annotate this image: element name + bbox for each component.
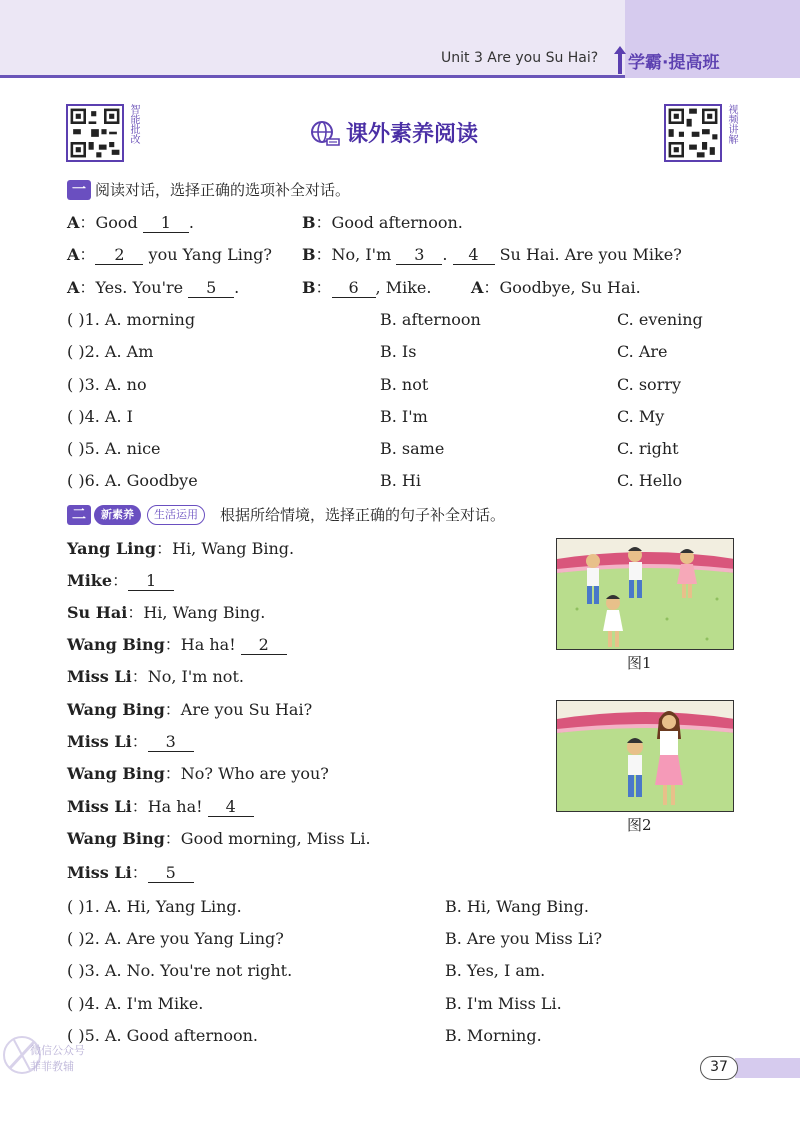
- dialogue-text: Good morning, Miss Li.: [180, 829, 371, 848]
- dialogue-text: No, I'm not.: [147, 667, 244, 686]
- question-stem[interactable]: ( )4. A. I'm Mike.: [67, 994, 204, 1013]
- speaker-label: Yang Ling: [67, 539, 157, 558]
- option-c[interactable]: C. Hello: [617, 471, 683, 490]
- question-stem[interactable]: ( )5. A. Good afternoon.: [67, 1026, 258, 1045]
- question-stem[interactable]: ( )2. A. Am: [67, 342, 154, 361]
- dialogue-line: A：Goodbye, Su Hai.: [471, 278, 641, 297]
- speaker-label: Wang Bing: [67, 700, 165, 719]
- option-b[interactable]: B. Is: [380, 342, 417, 361]
- dialogue-text: No, I'm: [331, 245, 397, 264]
- page-title: 课外素养阅读: [346, 122, 479, 147]
- tag-new-literacy: 新素养: [94, 505, 141, 525]
- answer-blank[interactable]: 1: [128, 572, 174, 591]
- question-stem[interactable]: ( )5. A. nice: [67, 439, 161, 458]
- brand-label: 学霸·提高班: [628, 53, 720, 73]
- tag-life-use: 生活运用: [147, 505, 205, 525]
- dialogue-text: you Yang Ling?: [143, 245, 272, 264]
- speaker-label: Miss Li: [67, 797, 132, 816]
- answer-blank[interactable]: 1: [143, 214, 189, 233]
- dialogue-text: Hi, Wang Bing.: [172, 539, 295, 558]
- option-b[interactable]: B. Are you Miss Li?: [445, 929, 603, 948]
- speaker-label: Su Hai: [67, 603, 128, 622]
- qr-left-caption: 智能批改: [128, 104, 139, 144]
- qr-code-left[interactable]: [66, 104, 124, 162]
- dialogue-line: Wang Bing：Ha ha! 2: [67, 634, 287, 656]
- dialogue-line: B：No, I'm 3 . 4 Su Hai. Are you Mike?: [302, 245, 682, 264]
- dialogue-text: Good afternoon.: [331, 213, 463, 232]
- dialogue-text: , Mike.: [375, 278, 432, 297]
- dialogue-line: Su Hai：Hi, Wang Bing.: [67, 603, 266, 622]
- dialogue-text: Yes. You're: [95, 278, 189, 297]
- qr-code-right[interactable]: [664, 104, 722, 162]
- speaker-label: Miss Li: [67, 667, 132, 686]
- speaker-label: A: [67, 245, 80, 264]
- dialogue-text: Good: [95, 213, 143, 232]
- watermark-text: 微信公众号: [30, 1044, 85, 1057]
- dialogue-text: Su Hai. Are you Mike?: [494, 245, 682, 264]
- answer-blank[interactable]: 4: [208, 798, 254, 817]
- answer-blank[interactable]: 6: [332, 279, 376, 298]
- option-b[interactable]: B. Yes, I am.: [445, 961, 546, 980]
- option-b[interactable]: B. I'm: [380, 407, 428, 426]
- dialogue-line: Mike： 1: [67, 570, 174, 592]
- option-b[interactable]: B. I'm Miss Li.: [445, 994, 562, 1013]
- speaker-label: A: [471, 278, 484, 297]
- section-instruction: 根据所给情境，选择正确的句子补全对话。: [220, 506, 506, 524]
- dialogue-text: .: [188, 213, 194, 232]
- figure-1-image: [556, 538, 734, 650]
- dialogue-text: .: [234, 278, 240, 297]
- speaker-label: B: [302, 213, 316, 232]
- watermark-text: 菲菲教辅: [30, 1060, 74, 1073]
- dialogue-text: Ha ha!: [180, 635, 241, 654]
- speaker-label: B: [302, 245, 316, 264]
- qr-icon: [666, 106, 720, 160]
- speaker-label: A: [67, 213, 80, 232]
- option-c[interactable]: C. Are: [617, 342, 668, 361]
- answer-blank[interactable]: 3: [396, 246, 442, 265]
- section-number-badge: 一: [67, 180, 91, 200]
- answer-blank[interactable]: 3: [148, 733, 194, 752]
- figure-1-caption: 图1: [627, 654, 652, 672]
- option-b[interactable]: B. Hi, Wang Bing.: [445, 897, 589, 916]
- speaker-label: Wang Bing: [67, 764, 165, 783]
- speaker-label: B: [302, 278, 316, 297]
- dialogue-line: Wang Bing：No? Who are you?: [67, 764, 329, 783]
- unit-title: Unit 3 Are you Su Hai?: [441, 50, 599, 66]
- option-c[interactable]: C. evening: [617, 310, 703, 329]
- answer-blank[interactable]: 4: [453, 246, 495, 265]
- question-stem[interactable]: ( )3. A. No. You're not right.: [67, 961, 293, 980]
- dialogue-text: Hi, Wang Bing.: [143, 603, 266, 622]
- figure-2-caption: 图2: [627, 816, 652, 834]
- answer-blank[interactable]: 5: [148, 864, 194, 883]
- dialogue-line: Wang Bing：Good morning, Miss Li.: [67, 829, 371, 848]
- dialogue-line: A：Yes. You're 5 .: [67, 278, 240, 297]
- section-instruction: 阅读对话，选择正确的选项补全对话。: [95, 181, 351, 199]
- section-number-badge: 二: [67, 505, 91, 525]
- globe-book-icon: [309, 119, 341, 147]
- dialogue-line: Miss Li： 5: [67, 862, 194, 884]
- dialogue-line: B：Good afternoon.: [302, 213, 463, 232]
- figure-2-image: [556, 700, 734, 812]
- dialogue-line: Miss Li：Ha ha! 4: [67, 796, 254, 818]
- speaker-label: Wang Bing: [67, 635, 165, 654]
- option-b[interactable]: B. not: [380, 375, 429, 394]
- answer-blank[interactable]: 5: [188, 279, 234, 298]
- qr-icon: [68, 106, 122, 160]
- dialogue-line: A：Good 1 .: [67, 213, 194, 232]
- page-number-band: [735, 1058, 800, 1078]
- question-stem[interactable]: ( )1. A. morning: [67, 310, 196, 329]
- speaker-label: Mike: [67, 571, 113, 590]
- option-c[interactable]: C. My: [617, 407, 665, 426]
- dialogue-line: B： 6 , Mike.: [302, 278, 432, 297]
- option-b[interactable]: B. afternoon: [380, 310, 481, 329]
- question-stem[interactable]: ( )1. A. Hi, Yang Ling.: [67, 897, 242, 916]
- dialogue-text: No? Who are you?: [180, 764, 329, 783]
- dialogue-text: Are you Su Hai?: [180, 700, 313, 719]
- dialogue-text: Goodbye, Su Hai.: [499, 278, 641, 297]
- header-rule: [0, 75, 625, 78]
- arrow-up-icon: [612, 44, 628, 78]
- speaker-label: Miss Li: [67, 863, 132, 882]
- speaker-label: Miss Li: [67, 732, 132, 751]
- page-number: 37: [700, 1056, 738, 1080]
- option-b[interactable]: B. Morning.: [445, 1026, 542, 1045]
- dialogue-text: Ha ha!: [147, 797, 208, 816]
- question-stem[interactable]: ( )3. A. no: [67, 375, 147, 394]
- dialogue-line: Miss Li：No, I'm not.: [67, 667, 244, 686]
- dialogue-text: .: [442, 245, 453, 264]
- speaker-label: Wang Bing: [67, 829, 165, 848]
- option-c[interactable]: C. sorry: [617, 375, 682, 394]
- dialogue-line: Wang Bing：Are you Su Hai?: [67, 700, 313, 719]
- option-b[interactable]: B. same: [380, 439, 445, 458]
- option-b[interactable]: B. Hi: [380, 471, 421, 490]
- dialogue-line: Yang Ling：Hi, Wang Bing.: [67, 539, 295, 558]
- option-c[interactable]: C. right: [617, 439, 679, 458]
- speaker-label: A: [67, 278, 80, 297]
- qr-right-caption: 视频讲解: [726, 104, 737, 144]
- question-stem[interactable]: ( )2. A. Are you Yang Ling?: [67, 929, 284, 948]
- question-stem[interactable]: ( )6. A. Goodbye: [67, 471, 198, 490]
- question-stem[interactable]: ( )4. A. I: [67, 407, 133, 426]
- dialogue-line: A： 2 you Yang Ling?: [67, 245, 272, 264]
- answer-blank[interactable]: 2: [241, 636, 287, 655]
- answer-blank[interactable]: 2: [95, 246, 143, 265]
- dialogue-line: Miss Li： 3: [67, 731, 194, 753]
